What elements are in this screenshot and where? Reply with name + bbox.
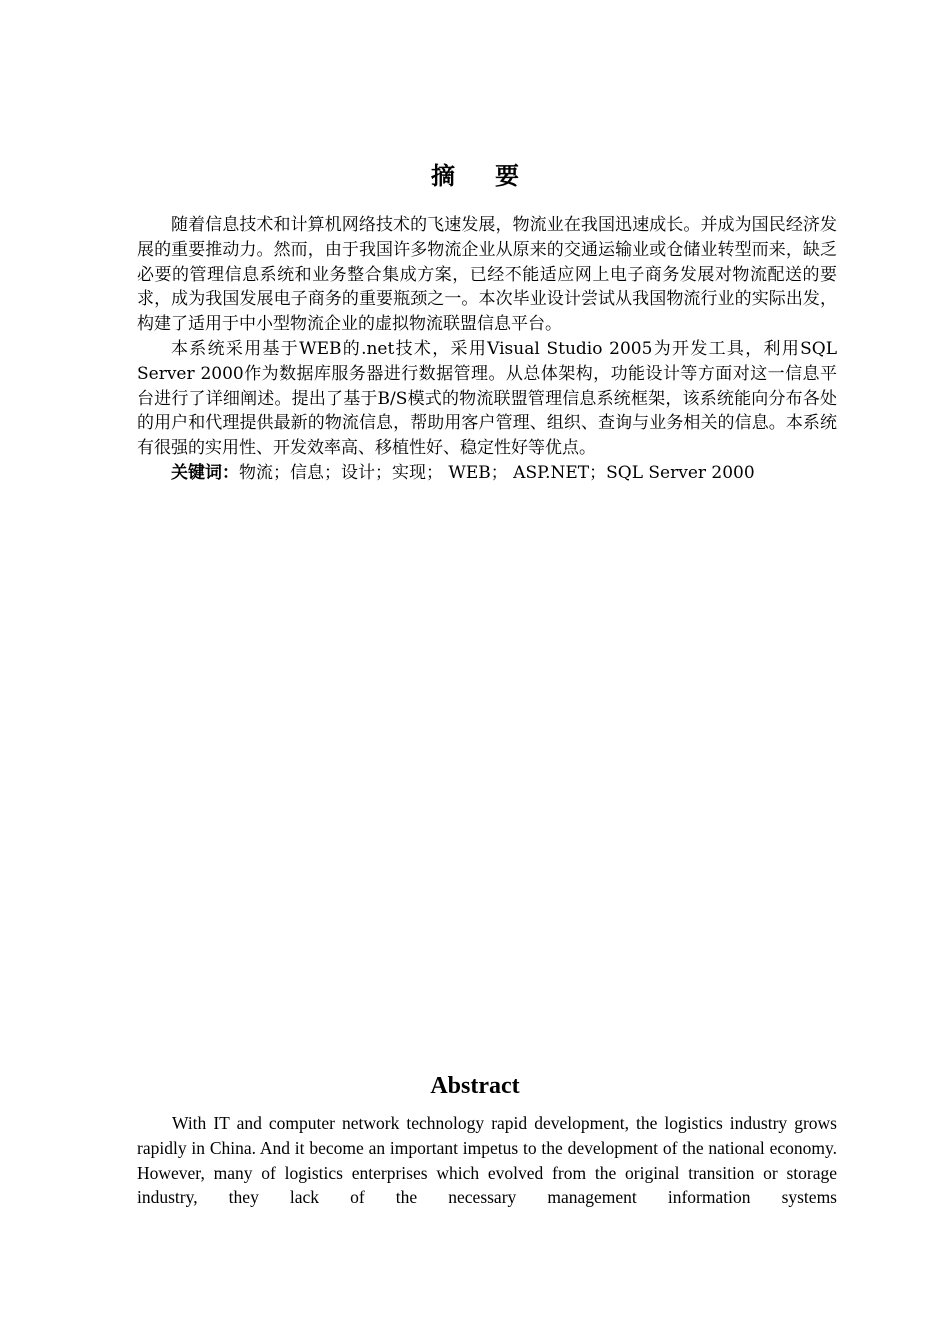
abstract-body-cn — [137, 213, 837, 486]
abstract-paragraph-en-1: With IT and computer network technology rapid development, the logistics industry grows rapidly in China. And it become an important impetus to the development of the national economy. However, many of logistics enterprises which evolved from the original transition or storage industry, they lack of the necessary management information systems — [137, 1113, 837, 1208]
abstract-paragraph-cn-1: 随着信息技术和计算机网络技术的飞速发展，物流业在我国迅速成长。并成为国民经济发展的重要推动力。然而，由于我国许多物流企业从原来的交通运输业或仓储业转型而来，缺乏必要的管理信息系统和业务整合集成方案，已经不能适应网上电子商务发展对物流配送的要求，成为我国发展电子商务的重要瓶颈之一。本次毕业设计尝试从我国物流行业的实际出发，构建了适用于中小型物流企业的虚拟物流联盟信息平台。 — [137, 215, 837, 335]
keywords-list: 物流；信息；设计；实现； WEB； ASP.NET；SQL Server 2000 — [239, 462, 755, 483]
abstract-title-cn: 摘要 — [431, 161, 559, 190]
keywords-label: 关键词： — [171, 462, 239, 483]
keywords-line — [137, 461, 837, 486]
abstract-title-en: Abstract — [430, 1073, 520, 1099]
abstract-body-en — [137, 1111, 837, 1210]
abstract-paragraph-cn-2: 本系统采用基于WEB的.net技术，采用Visual Studio 2005为开发工具，利用SQL Server 2000作为数据库服务器进行数据管理。从总体架构，功能设计等方面对这一信息平台进行了详细阐述。提出了基于B/S模式的物流联盟管理信息系统框架，该系统能向分布各处的用户和代理提供最新的物流信息，帮助用客户管理、组织、查询与业务相关的信息。本系统有很强的实用性、开发效率高、移植性好、稳定性好等优点。 — [137, 338, 837, 459]
